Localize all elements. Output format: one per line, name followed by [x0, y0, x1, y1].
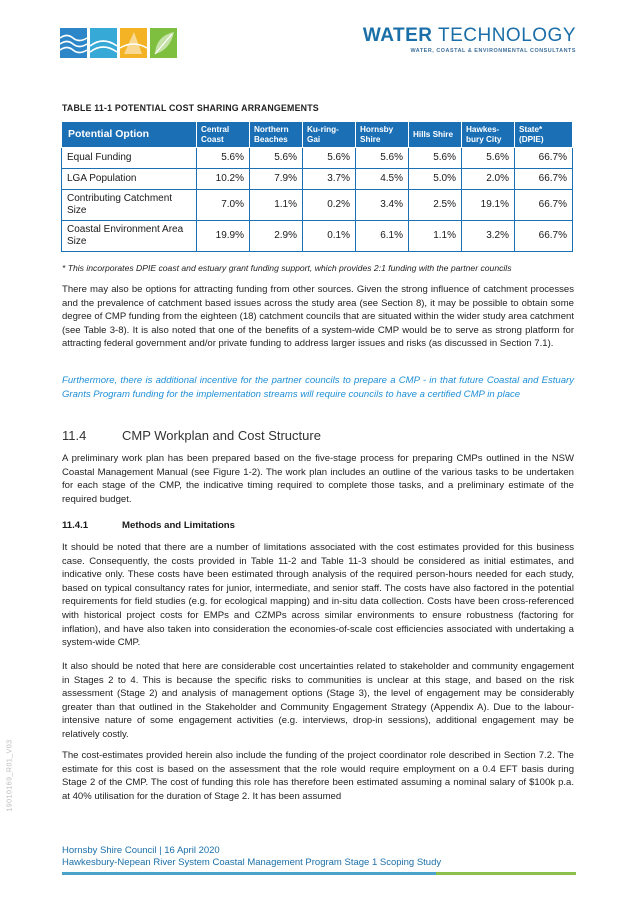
table-cell: 5.0%	[409, 169, 462, 190]
leaf-logo-icon	[150, 28, 177, 58]
table-cell: 1.1%	[250, 190, 303, 221]
sun-logo-icon	[90, 28, 117, 58]
brand-tagline: WATER, COASTAL & ENVIRONMENTAL CONSULTANTS	[410, 48, 576, 54]
body-paragraph: It should be noted that there are a number of limitations associated with the cost estimates provided for this business case. Consequently, the costs provided in Table 11-2 and Table 11-3 should be considered as initial estimates, and indicative only. These costs have been estimated through analysis of the required person-hours needed for each study, based on typical consultancy rates for junior, intermediate, and senior staff. The costs have also factored in the potential requirements for field studies (e.g. for ecological mapping) and in-situ data collection. Costs have been cross-referenced with historical project costs for EMPs and CZMPs across similar environments to ensure robustness (factoring for inflation), and have also taken into consideration the economies-of-scale cost efficiencies associated with undertaking a system-wide CMP.	[62, 542, 574, 649]
table-cell: 66.7%	[515, 190, 573, 221]
section-title: CMP Workplan and Cost Structure	[122, 428, 321, 443]
table-cell: 2.0%	[462, 169, 515, 190]
table-cell: 3.4%	[356, 190, 409, 221]
table-cell: 19.1%	[462, 190, 515, 221]
footer-rule	[62, 872, 576, 875]
table-cell: 2.5%	[409, 190, 462, 221]
table-cell: 5.6%	[356, 148, 409, 169]
table-cell: 6.1%	[356, 221, 409, 252]
document-code-text: 19010169_R01_V03	[6, 739, 14, 812]
table-row	[62, 148, 573, 169]
highlighted-paragraph: Furthermore, there is additional incentive for the partner councils to prepare a CMP - in that future Coastal and Estuary Grants Program funding for the implementation streams will require councils to have a certified CMP in place	[62, 375, 574, 400]
body-paragraph: The cost-estimates provided herein also include the funding of the project coordinator role described in Section 7.2. The estimate for this cost is based on the assessment that the role would require employment on a 0.4 EFT basis during Stage 2 of the CMP. The cost of funding this role has therefore been estimated assuming a nominal salary of $100k p.a. at 40% utilisation for the duration of Stage 2. It has been assumed	[62, 750, 574, 802]
table-cell: 1.1%	[409, 221, 462, 252]
column-header: Central Coast	[197, 122, 250, 148]
table-cell: 7.0%	[197, 190, 250, 221]
table-cell: 2.9%	[250, 221, 303, 252]
column-header: Potential Option	[62, 122, 197, 148]
brand-name: WATER TECHNOLOGY	[362, 25, 576, 46]
company-logo	[60, 28, 178, 58]
column-header: Hornsby Shire	[356, 122, 409, 148]
footer-line-client: Hornsby Shire Council | 16 April 2020	[62, 845, 220, 856]
table-cell: 5.6%	[197, 148, 250, 169]
table-cell: 0.2%	[303, 190, 356, 221]
table-cell: 3.2%	[462, 221, 515, 252]
table-row	[62, 221, 573, 252]
column-header: State* (DPIE)	[515, 122, 573, 148]
subsection-title: Methods and Limitations	[122, 520, 235, 531]
table-cell: 7.9%	[250, 169, 303, 190]
table-footnote: * This incorporates DPIE coast and estuary grant funding support, which provides 2:1 funding with the partner councils	[62, 263, 512, 273]
body-paragraph: There may also be options for attracting funding from other sources. Given the strong influence of catchment processes and the prevalence of catchment based issues across the study area (see Section 8), it may be possible to obtain some degree of CMP funding from the eighteen (18) catchment councils that are situated within the wider study area catchment (see Table 3-8). It is also noted that one of the benefits of a system-wide CMP would be to serve as strong platform for attracting federal government and/or private funding to address larger issues and risks (as discussed in Section 7.1).	[62, 284, 574, 350]
document-code	[6, 720, 42, 840]
body-paragraph: It also should be noted that here are considerable cost uncertainties related to stakeholder and community engagement in Stages 2 to 4. This is because the specific risks to communities is unclear at this stage, and based on the risk assessment (Stage 2) and analysis of management options (Stage 3), the level of engagement may be considerably greater than that outlined in the Stakeholder and Community Engagement Strategy (Appendix A). Due to the labour-intensive nature of some engagement activities (e.g. interviews, drop-in sessions), additional engagement may be relatively costly.	[62, 661, 574, 740]
table-cell: LGA Population	[62, 169, 197, 190]
table-cell: 5.6%	[250, 148, 303, 169]
table-cell: Equal Funding	[62, 148, 197, 169]
column-header: Hawkes-bury City	[462, 122, 515, 148]
column-header: Ku-ring-Gai	[303, 122, 356, 148]
section-number: 11.4	[62, 428, 87, 443]
table-title: TABLE 11-1 POTENTIAL COST SHARING ARRANGEMENTS	[62, 103, 319, 113]
table-cell: 4.5%	[356, 169, 409, 190]
brand-block	[363, 26, 576, 54]
table-cell: 3.7%	[303, 169, 356, 190]
table-cell: 19.9%	[197, 221, 250, 252]
wave-logo-icon	[60, 28, 87, 58]
table-cell: Contributing Catchment Size	[62, 190, 197, 221]
table-cell: 5.6%	[303, 148, 356, 169]
table-row	[62, 169, 573, 190]
page-footer	[62, 845, 441, 869]
subsection-number: 11.4.1	[62, 520, 89, 531]
subsection-heading	[62, 520, 235, 531]
table-cell: 10.2%	[197, 169, 250, 190]
table-cell: 5.6%	[409, 148, 462, 169]
table-cell: Coastal Environment Area Size	[62, 221, 197, 252]
body-paragraph: A preliminary work plan has been prepared based on the five-stage process for preparing CMPs outlined in the NSW Coastal Management Manual (see Figure 1-2). The work plan includes an outline of the various tasks to be undertaken for each stage of the CMP, the indicative timing required to complete those tasks, and a preliminary estimate of the required budget.	[62, 453, 574, 505]
cost-sharing-table	[61, 121, 573, 252]
column-header: Northern Beaches	[250, 122, 303, 148]
column-header: Hills Shire	[409, 122, 462, 148]
table-cell: 66.7%	[515, 221, 573, 252]
table-cell: 66.7%	[515, 148, 573, 169]
footer-line-project: Hawkesbury-Nepean River System Coastal Management Program Stage 1 Scoping Study	[62, 857, 442, 868]
drop-logo-icon	[120, 28, 147, 58]
table-row	[62, 190, 573, 221]
table-cell: 5.6%	[462, 148, 515, 169]
table-cell: 0.1%	[303, 221, 356, 252]
section-heading	[62, 428, 321, 443]
table-cell: 66.7%	[515, 169, 573, 190]
table-header-row	[62, 122, 573, 148]
